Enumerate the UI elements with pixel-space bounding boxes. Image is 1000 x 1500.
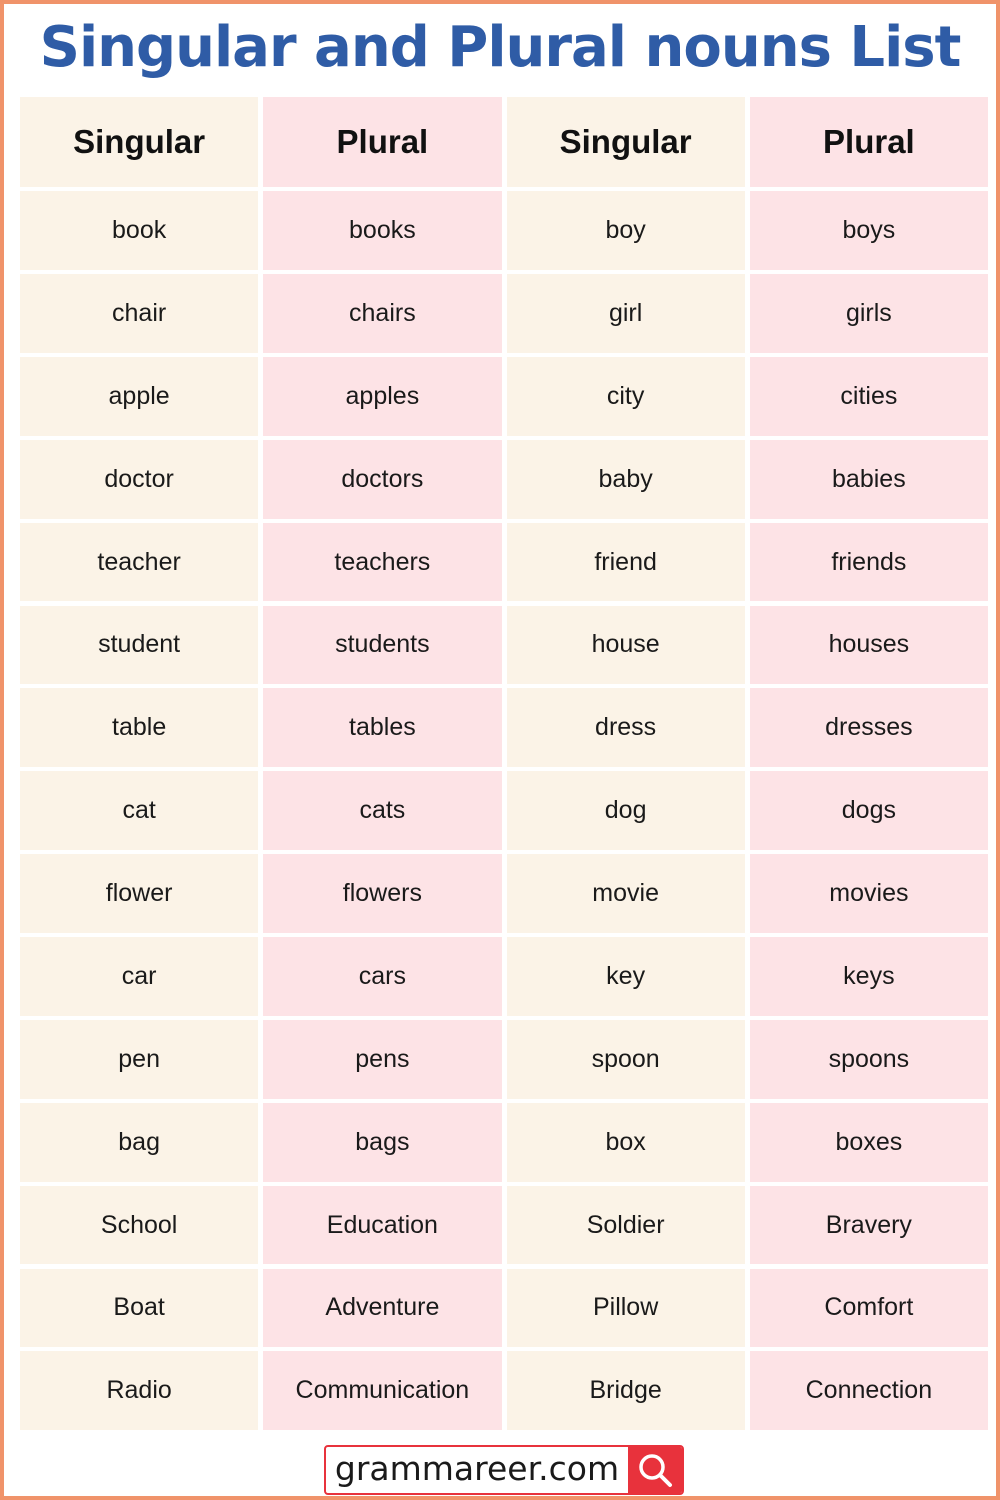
singular-cell: boy xyxy=(507,191,745,270)
plural-cell: tables xyxy=(263,688,501,767)
header-plural: Plural xyxy=(263,97,501,187)
singular-cell: Soldier xyxy=(507,1186,745,1265)
plural-cell: boxes xyxy=(750,1103,988,1182)
singular-cell: box xyxy=(507,1103,745,1182)
site-name: grammareer.com xyxy=(334,1448,620,1488)
singular-cell: key xyxy=(507,937,745,1016)
singular-cell: friend xyxy=(507,523,745,602)
singular-cell: car xyxy=(20,937,258,1016)
page-title: Singular and Plural nouns List xyxy=(39,15,961,80)
plural-cell: Comfort xyxy=(750,1269,988,1348)
plural-cell: cats xyxy=(263,771,501,850)
singular-cell: flower xyxy=(20,854,258,933)
plural-cell: flowers xyxy=(263,854,501,933)
singular-cell: Boat xyxy=(20,1269,258,1348)
plural-cell: movies xyxy=(750,854,988,933)
singular-cell: girl xyxy=(507,274,745,353)
singular-cell: cat xyxy=(20,771,258,850)
plural-cell: pens xyxy=(263,1020,501,1099)
singular-cell: Radio xyxy=(20,1351,258,1430)
plural-cell: cars xyxy=(263,937,501,1016)
plural-cell: Bravery xyxy=(750,1186,988,1265)
plural-cell: Adventure xyxy=(263,1269,501,1348)
plural-cell: spoons xyxy=(750,1020,988,1099)
plural-cell: girls xyxy=(750,274,988,353)
singular-cell: apple xyxy=(20,357,258,436)
plural-cell: dogs xyxy=(750,771,988,850)
plural-cell: apples xyxy=(263,357,501,436)
singular-cell: School xyxy=(20,1186,258,1265)
header-singular: Singular xyxy=(507,97,745,187)
plural-cell: bags xyxy=(263,1103,501,1182)
plural-cell: cities xyxy=(750,357,988,436)
singular-cell: movie xyxy=(507,854,745,933)
header-plural: Plural xyxy=(750,97,988,187)
singular-cell: Bridge xyxy=(507,1351,745,1430)
singular-cell: house xyxy=(507,606,745,685)
plural-cell: friends xyxy=(750,523,988,602)
site-badge[interactable] xyxy=(324,1445,684,1495)
singular-cell: book xyxy=(20,191,258,270)
plural-cell: teachers xyxy=(263,523,501,602)
plural-cell: boys xyxy=(750,191,988,270)
singular-cell: teacher xyxy=(20,523,258,602)
singular-cell: student xyxy=(20,606,258,685)
plural-cell: Communication xyxy=(263,1351,501,1430)
search-icon xyxy=(628,1447,682,1493)
plural-cell: Connection xyxy=(750,1351,988,1430)
plural-cell: books xyxy=(263,191,501,270)
singular-cell: baby xyxy=(507,440,745,519)
singular-cell: doctor xyxy=(20,440,258,519)
singular-cell: spoon xyxy=(507,1020,745,1099)
singular-cell: dog xyxy=(507,771,745,850)
plural-cell: dresses xyxy=(750,688,988,767)
plural-cell: houses xyxy=(750,606,988,685)
plural-cell: students xyxy=(263,606,501,685)
singular-cell: table xyxy=(20,688,258,767)
plural-cell: doctors xyxy=(263,440,501,519)
singular-cell: pen xyxy=(20,1020,258,1099)
singular-cell: city xyxy=(507,357,745,436)
plural-cell: chairs xyxy=(263,274,501,353)
plural-cell: keys xyxy=(750,937,988,1016)
singular-cell: dress xyxy=(507,688,745,767)
singular-cell: chair xyxy=(20,274,258,353)
plural-cell: babies xyxy=(750,440,988,519)
singular-cell: Pillow xyxy=(507,1269,745,1348)
singular-cell: bag xyxy=(20,1103,258,1182)
header-singular: Singular xyxy=(20,97,258,187)
plural-cell: Education xyxy=(263,1186,501,1265)
nouns-table xyxy=(20,97,988,1430)
